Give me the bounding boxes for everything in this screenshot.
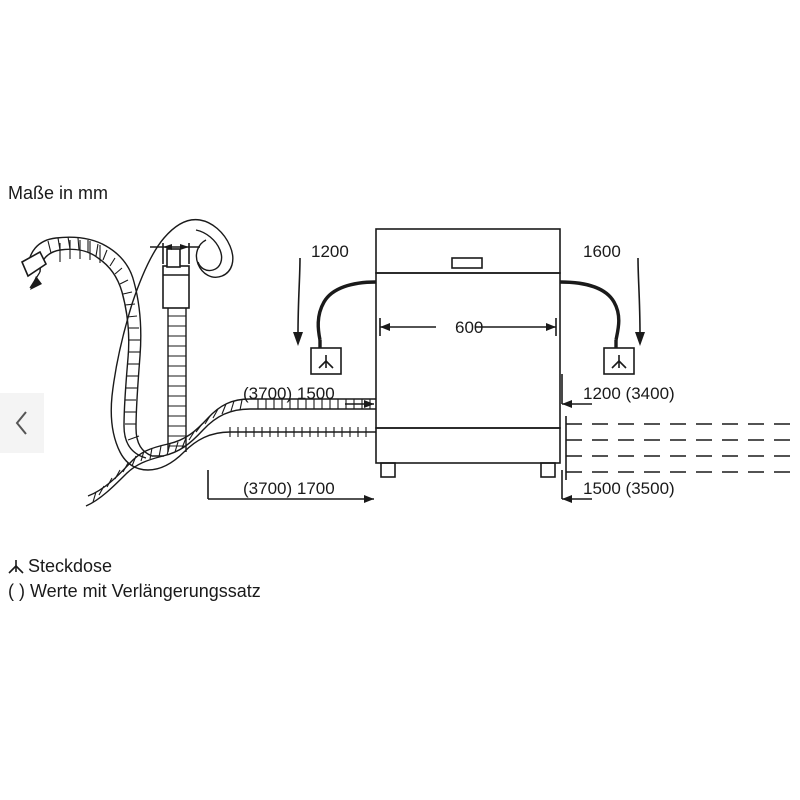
inlet-hose-corrugation: [168, 296, 186, 446]
width-arrow-left: [380, 323, 390, 331]
appliance-plinth: [376, 428, 560, 463]
appliance-handle: [452, 258, 482, 268]
legend-socket-label: Steckdose: [28, 556, 113, 576]
appliance-control-panel: [376, 229, 560, 273]
valve-dim-arrow-right: [180, 244, 189, 250]
chevron-left-icon: [14, 410, 30, 436]
socket-cable-left: [318, 282, 376, 340]
previous-image-button[interactable]: [0, 393, 44, 453]
appliance-door: [376, 273, 560, 428]
hose-cut-end: [22, 252, 46, 276]
dim-arc-left-1200: [298, 258, 300, 334]
dim-arrow-left-1500: [364, 400, 374, 408]
legend-socket-symbol: [9, 560, 23, 573]
dim-arrow-left-1700: [364, 495, 374, 503]
hose-top-arc-inner: [40, 249, 146, 458]
hose-curl-inner: [196, 230, 222, 271]
label-appliance-width: 600: [455, 318, 484, 337]
label-right-socket-lower: 1200 (3400): [583, 384, 675, 403]
aquastop-connector: [167, 249, 180, 267]
dim-arc-right-1600: [638, 258, 640, 334]
label-left-hose-lower: (3700) 1700: [243, 479, 335, 498]
dim-arrow-down-right-1600: [635, 332, 645, 346]
socket-cable-right: [560, 282, 619, 340]
width-arrow-right: [546, 323, 556, 331]
supply-lines-dashed: [566, 424, 800, 472]
units-note: Maße in mm: [8, 183, 109, 203]
label-hose-left-top: 1200: [311, 242, 349, 261]
label-left-hose-upper: (3700) 1500: [243, 384, 335, 403]
dim-arrow-right-1500: [562, 495, 572, 503]
aquastop-valve-block: [163, 266, 189, 308]
appliance-foot-left: [381, 463, 395, 477]
hose-curl-corrugation: [60, 240, 100, 263]
appliance-foot-right: [541, 463, 555, 477]
hose-top-arc-outer: [28, 237, 164, 456]
hose-top-arc-corrugation: [48, 237, 140, 440]
dim-arrow-right-1200: [562, 400, 572, 408]
label-hose-right-top: 1600: [583, 242, 621, 261]
hose-end-arrow-head: [30, 276, 42, 290]
dim-arrow-down-left-1200: [293, 332, 303, 346]
label-right-supply-lower: 1500 (3500): [583, 479, 675, 498]
legend-extension-label: ( ) Werte mit Verlängerungssatz: [8, 581, 261, 601]
